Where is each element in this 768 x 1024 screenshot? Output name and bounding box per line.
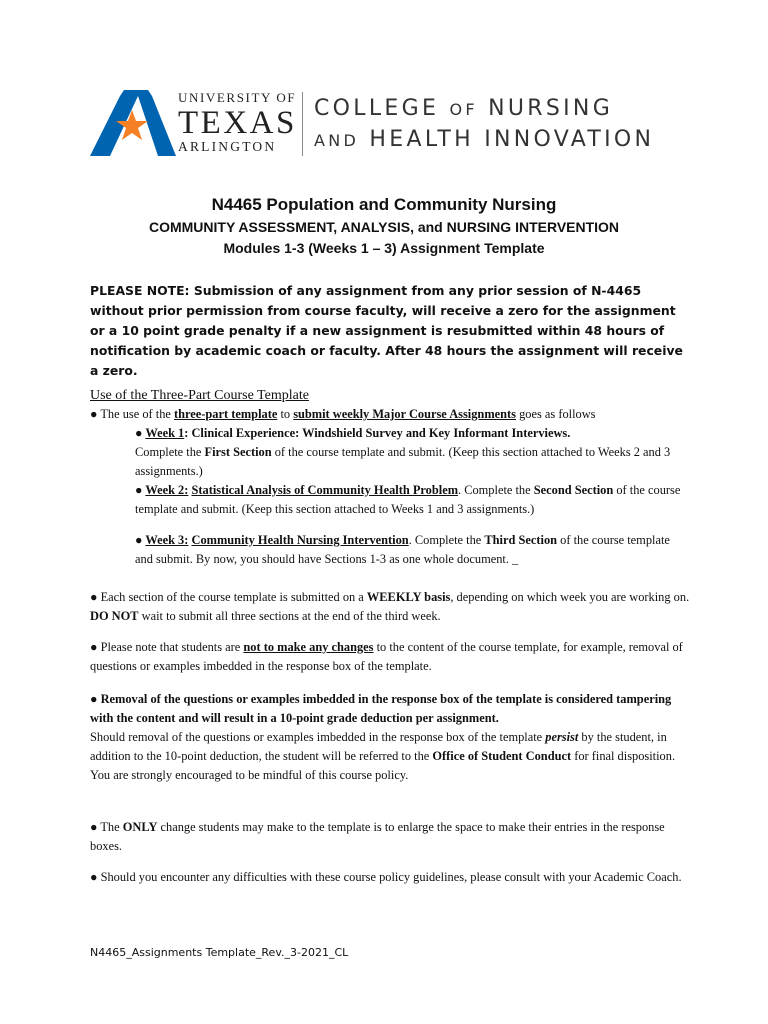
wk1-colon: : <box>184 426 192 440</box>
p3-a: Should removal of the questions or examples imbedded in the response box of the template <box>90 730 546 744</box>
p1-a: ● Each section of the course template is submitted on a <box>90 590 367 604</box>
wk2-label: Week 2: <box>145 483 189 497</box>
assignment-subtitle: COMMUNITY ASSESSMENT, ANALYSIS, and NURSING INTERVENTION <box>148 219 620 235</box>
course-title: N4465 Population and Community Nursing <box>211 195 557 214</box>
wk3-bullet: ● <box>135 533 146 547</box>
wk3-third-section: Third Section <box>484 533 558 547</box>
wk2-text-a: . Complete the <box>458 483 534 497</box>
college-of: OF <box>449 100 478 119</box>
b1-three-part: three-part template <box>174 407 278 421</box>
wk2-text-c: of the course template and submit. (Keep this section attached to Weeks 1 and 3 assignments.) <box>135 483 681 516</box>
b1-post: goes as follows <box>516 407 596 421</box>
wk1-label: Week 1 <box>145 426 185 440</box>
header-divider <box>302 92 303 156</box>
university-line1: UNIVERSITY OF <box>178 90 297 105</box>
section-heading: Use of the Three-Part Course Template <box>90 388 309 403</box>
p3-c: by the student, in addition to the 10-point deduction, the student will be referred to the <box>90 730 667 763</box>
p4-a: ● The <box>90 820 123 834</box>
only-change-paragraph <box>90 818 690 856</box>
college-health: HEALTH INNOVATION <box>359 127 655 152</box>
week3-item <box>135 531 685 569</box>
wk3-text-c: of the course template and submit. By now, you should have Sections 1-3 as one whole document. _ <box>135 533 670 566</box>
p3-bold: ● Removal of the questions or examples imbedded in the response box of the template is considered tampering with the content and will result in a 10-point grade deduction per assignment. <box>90 692 672 725</box>
modules-line: Modules 1-3 (Weeks 1 – 3) Assignment Template <box>223 240 545 256</box>
university-line3: ARLINGTON <box>178 139 277 154</box>
wk1-text-c: of the course template and submit. (Keep this section attached to Weeks 2 and 3 assignments.) <box>135 445 671 478</box>
b1-pre: ● The use of the <box>90 407 174 421</box>
wk1-first-section: First Section <box>204 445 272 459</box>
college-nursing: NURSING <box>477 96 614 121</box>
week1-item <box>135 424 685 481</box>
p2-a: ● Please note that students are <box>90 640 244 654</box>
wk1-text-a: Complete the <box>135 445 205 459</box>
p2-no-changes: not to make any changes <box>243 640 374 654</box>
p3-persist: persist <box>545 730 579 744</box>
college-wordmark <box>314 96 654 152</box>
wk3-title: Community Health Nursing Intervention <box>191 533 409 547</box>
weekly-basis-paragraph <box>90 588 690 626</box>
difficulties-paragraph: ● Should you encounter any difficulties with these course policy guidelines, please consult with your Academic Coach. <box>90 870 682 884</box>
please-note-paragraph: PLEASE NOTE: Submission of any assignment from any prior session of N-4465 without prior permission from course faculty, will receive a zero for the assignment or a 10 point grade penalty if a new assignment is resubmitted within 48 hours of notification by academic coach or faculty. After 48 hours the assignment will receive a zero. <box>90 283 683 378</box>
uta-logo-icon <box>90 88 180 158</box>
p3-e: for final disposition. You are strongly encouraged to be mindful of this course policy. <box>90 749 676 782</box>
p4-only: ONLY <box>122 820 158 834</box>
document-header <box>90 88 690 160</box>
week2-item <box>135 481 685 519</box>
p1-weekly: WEEKLY basis <box>366 590 451 604</box>
b1-submit: submit weekly Major Course Assignments <box>293 407 516 421</box>
p1-e: wait to submit all three sections at the end of the third week. <box>138 609 441 623</box>
wk2-title: Statistical Analysis of Community Health Problem <box>191 483 459 497</box>
p3-office: Office of Student Conduct <box>432 749 572 763</box>
wk2-bullet: ● <box>135 483 146 497</box>
college-and: AND <box>314 131 360 150</box>
p1-c: , depending on which week you are working on. <box>450 590 690 604</box>
p2-c: to the content of the course template, for example, removal of questions or examples imbedded in the response box of the template. <box>90 640 683 673</box>
wk1-bullet: ● <box>135 426 146 440</box>
wk2-second-section: Second Section <box>533 483 614 497</box>
p1-do-not: DO NOT <box>90 609 139 623</box>
university-wordmark <box>178 90 297 155</box>
footer-revision: N4465_Assignments Template_Rev._3-2021_CL <box>90 946 349 959</box>
wk3-label: Week 3: <box>145 533 189 547</box>
college-line2 <box>314 127 654 152</box>
b1-mid: to <box>277 407 294 421</box>
no-changes-paragraph <box>90 638 690 676</box>
wk3-text-a: . Complete the <box>408 533 485 547</box>
template-bullet <box>90 405 690 424</box>
college-line1 <box>314 96 654 121</box>
college-word: COLLEGE <box>314 96 450 121</box>
wk1-title: Clinical Experience: Windshield Survey and Key Informant Interviews. <box>191 426 571 440</box>
p4-c: change students may make to the template is to enlarge the space to make their entries in the response boxes. <box>90 820 665 853</box>
tampering-paragraph <box>90 690 690 785</box>
university-line2: TEXAS <box>178 105 297 141</box>
